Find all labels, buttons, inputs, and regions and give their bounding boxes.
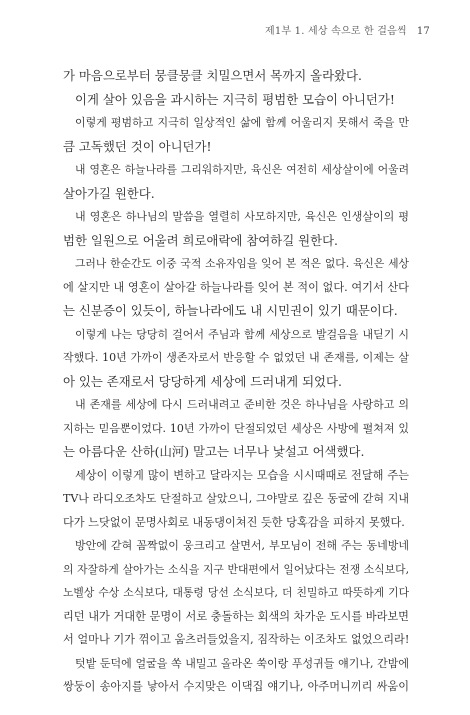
text-line: 그러나 한순간도 이중 국적 소유자임을 잊어 본 적은 없다. 육신은 세상 xyxy=(75,257,409,270)
text-line: 방안에 갇혀 꼼짝없이 웅크리고 살면서, 부모님이 전해 주는 동네방네 xyxy=(75,539,409,552)
text-line: 이렇게 평범하고 지극히 일상적인 삶에 함께 어울리지 못해서 죽을 만 xyxy=(75,116,409,129)
text-line: 내 영혼은 하나님의 말씀을 열렬히 사모하지만, 육신은 인생살이의 평 xyxy=(75,210,409,223)
text-line: 작했다. 10년 가까이 생존자로서 반응할 수 없었던 내 존재를, 이제는 살 xyxy=(63,351,409,364)
body-text xyxy=(63,64,409,699)
text-line: 내 영혼은 하늘나라를 그리워하지만, 육신은 여전히 세상살이에 어울려 xyxy=(75,163,409,176)
text-line: 쌍둥이 송아지를 낳아서 수지맞은 이댁집 얘기나, 아주머니끼리 싸움이 xyxy=(63,680,409,693)
text-line: 리던 내가 거대한 문명이 서로 충돌하는 회색의 차가운 도시를 바라보면 xyxy=(63,609,409,623)
running-head xyxy=(265,22,430,37)
text-line: 노벨상 수상 소식보다, 대통령 당선 소식보다, 더 친밀하고 따뜻하게 기다 xyxy=(63,586,409,599)
text-line: 지하는 믿음뿐이었다. 10년 가까이 단절되었던 세상은 사방에 펼쳐져 있 xyxy=(63,421,409,435)
text-line: 아 있는 존재로서 당당하게 세상에 드러내게 되었다. xyxy=(63,373,342,389)
text-line: 서 얼마나 기가 꺾이고 움츠러들었을지, 짐작하는 이조차도 없었으리라! xyxy=(63,633,409,646)
part-label: 제1부 xyxy=(264,26,292,37)
page-number: 17 xyxy=(416,26,430,37)
text-line: 의 자잘하게 살아가는 소식을 지구 반대편에서 일어났다는 전쟁 소식보다, xyxy=(63,562,409,576)
text-line: 내 존재를 세상에 다시 드러내려고 준비한 것은 하나님을 사랑하고 의 xyxy=(75,398,409,411)
text-line: TV나 라디오조차도 단절하고 살았으니, 그야말로 깊은 동굴에 갇혀 지내 xyxy=(63,492,409,505)
text-line: 세상이 이렇게 많이 변하고 달라지는 모습을 시시때때로 전달해 주는 xyxy=(75,468,409,482)
text-line: 다가 느닷없이 문명사회로 내동댕이쳐진 듯한 당혹감을 피하지 못했다. xyxy=(63,515,405,529)
text-line: 에 살지만 내 영혼이 살아갈 하늘나라를 잊어 본 적이 없다. 여기서 산다 xyxy=(63,280,409,294)
text-line: 가 마음으로부터 뭉클뭉클 치밀으면서 목까지 올라왔다. xyxy=(63,68,362,83)
text-line: 큼 고독했던 것이 아니던가! xyxy=(63,138,212,154)
text-line: 이렇게 나는 당당히 걸어서 주님과 함께 세상으로 발걸음을 내딛기 시 xyxy=(75,327,409,341)
text-line: 는 아름다운 산하(山河) 말고는 너무나 낯설고 어색했다. xyxy=(63,444,365,459)
text-line: 이게 살아 있음을 과시하는 지극히 평범한 모습이 아니던가! xyxy=(75,91,395,107)
text-line: 텃밭 둔덕에 얼굴을 쏙 내밀고 올라온 쑥이랑 푸성귀들 얘기나, 간밤에 xyxy=(75,656,409,670)
text-line: 범한 일원으로 어울려 희로애락에 참여하길 원한다. xyxy=(63,232,338,248)
text-line: 는 신분증이 있듯이, 하늘나라에도 내 시민권이 있기 때문이다. xyxy=(63,303,398,318)
chapter-title: 1. 세상 속으로 한 걸음씩 xyxy=(294,26,407,37)
text-line: 살아가길 원한다. xyxy=(63,185,155,201)
